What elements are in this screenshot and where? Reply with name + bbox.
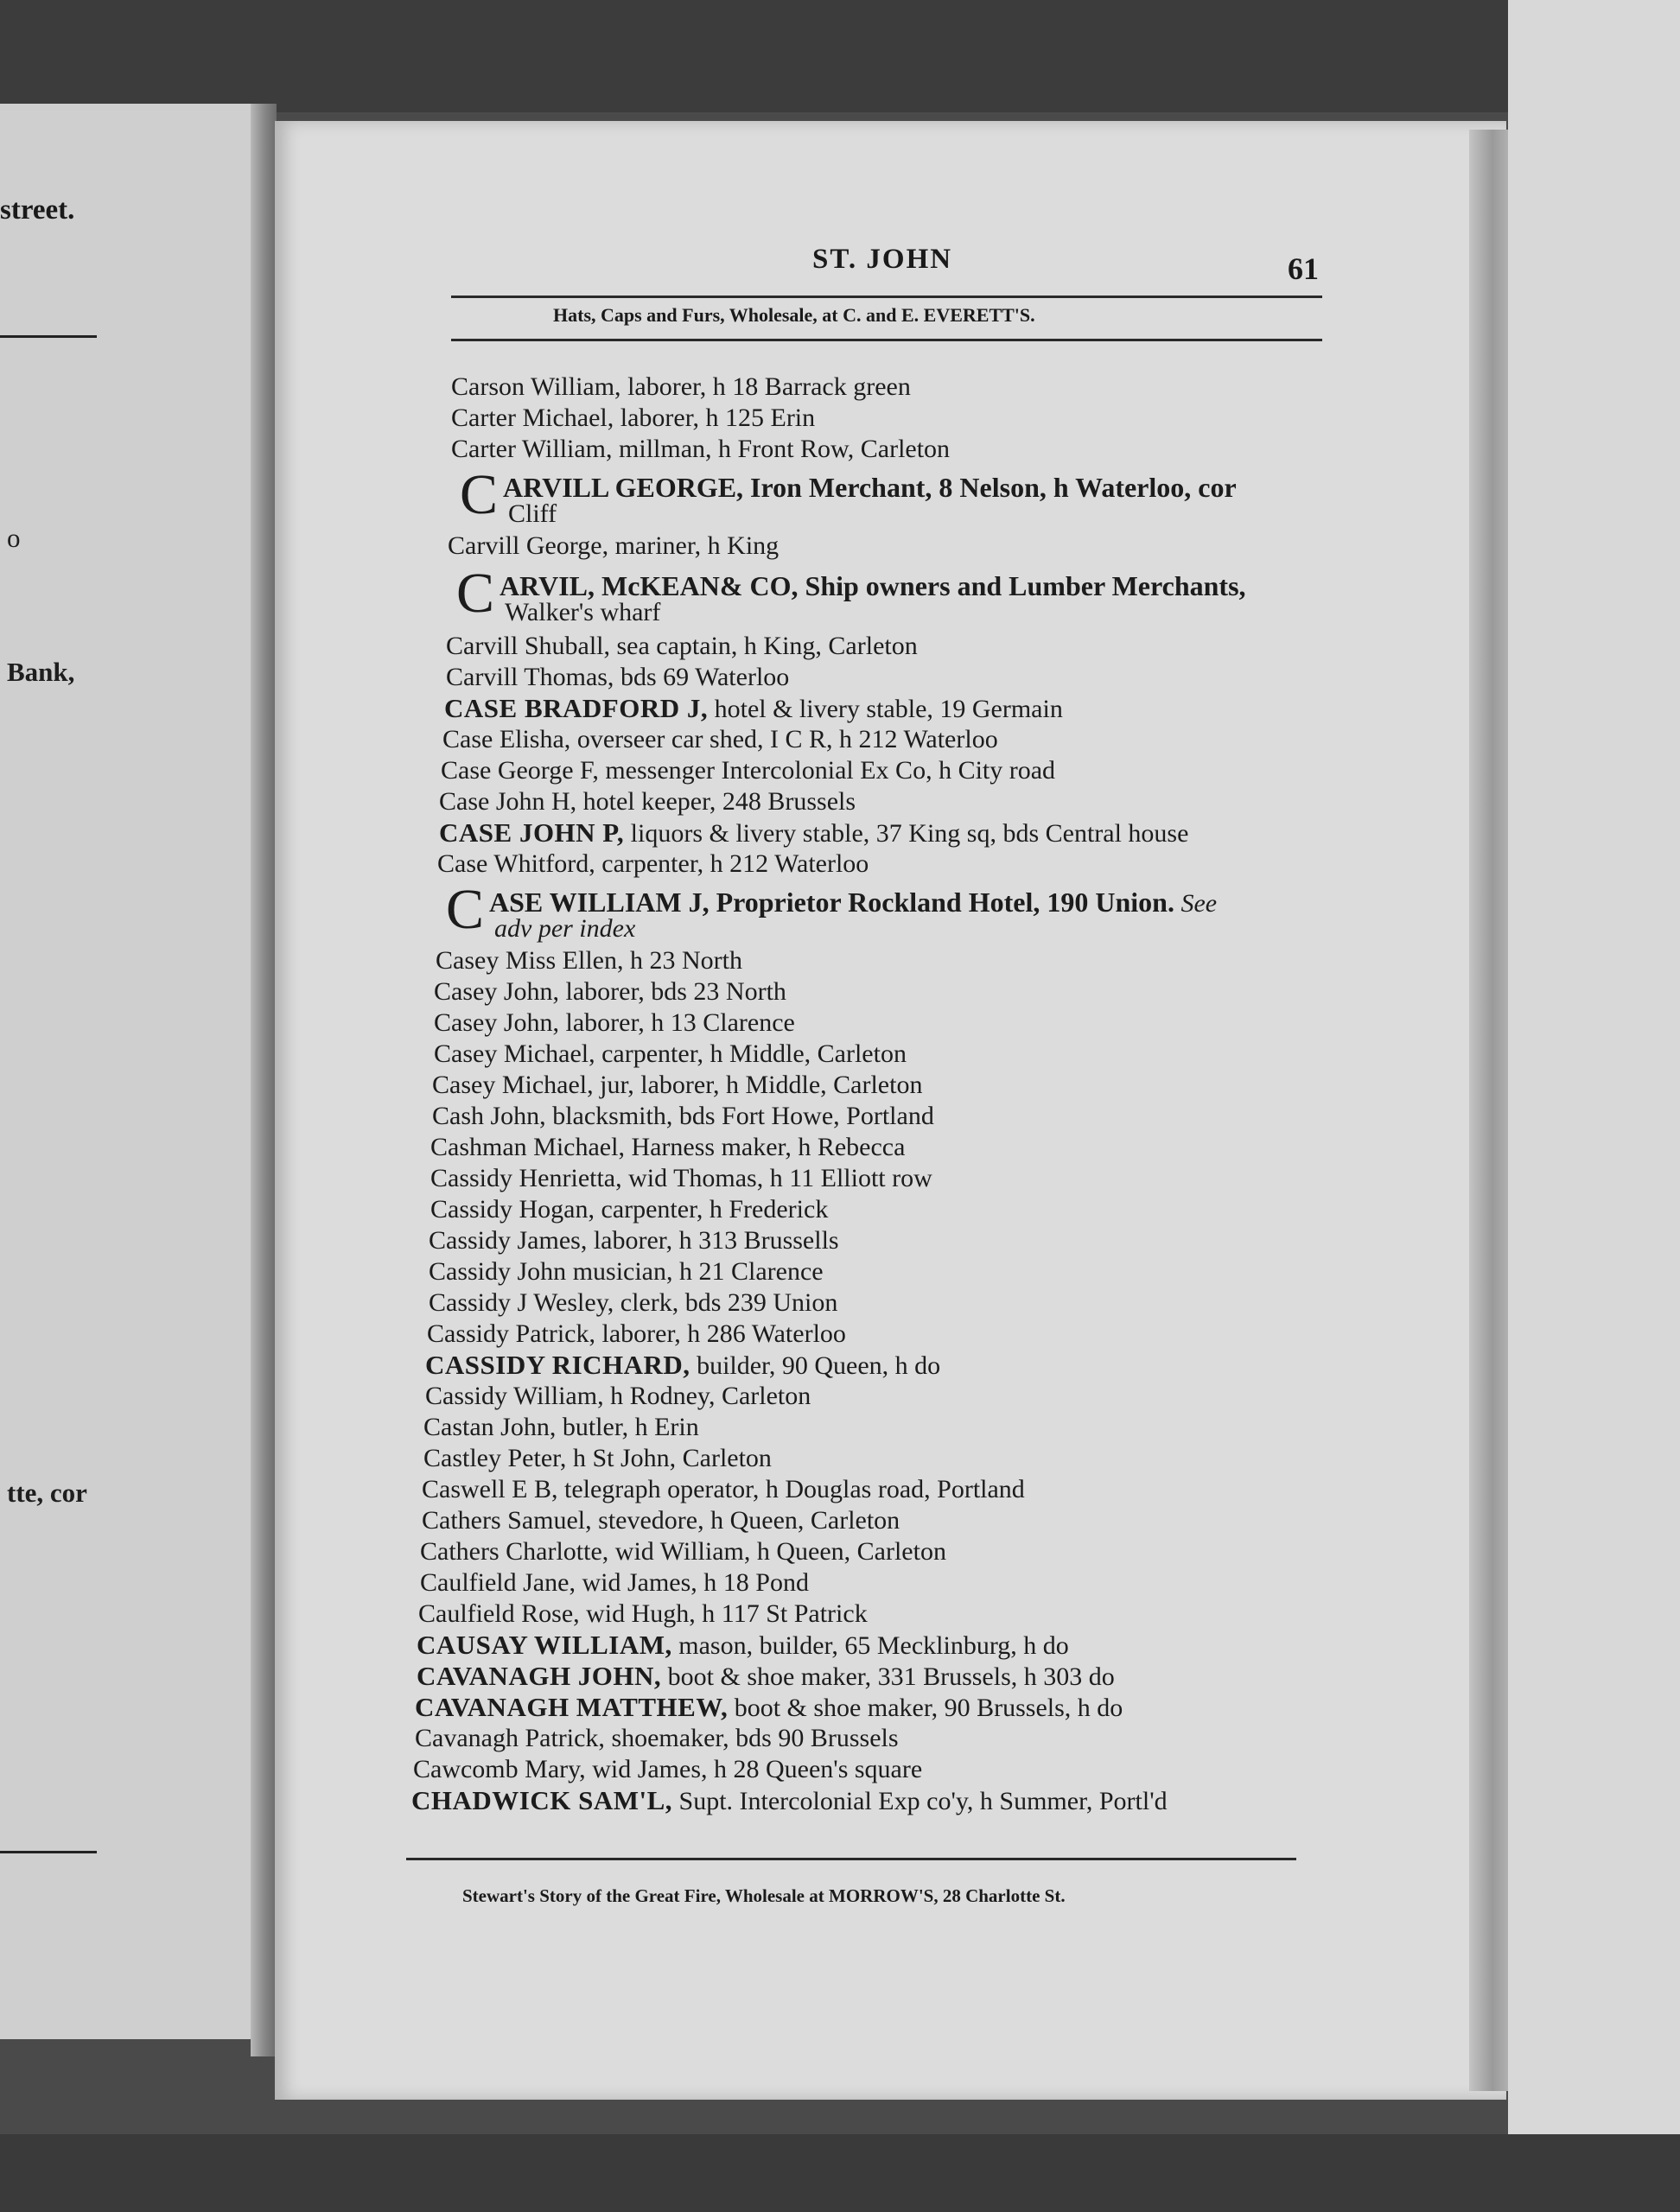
entry-name: CASE BRADFORD J,	[444, 693, 709, 723]
directory-entry	[446, 631, 918, 662]
entry-details: wid James, h 28 Queen's square	[585, 1755, 923, 1783]
entry-details: clerk, bds 239 Union	[614, 1288, 838, 1317]
entry-details: blacksmith, bds Fort Howe, Portland	[545, 1102, 934, 1130]
directory-entry	[430, 1194, 828, 1225]
entry-details: stevedore, h Queen, Carleton	[591, 1506, 900, 1535]
directory-entry	[503, 472, 1237, 505]
directory-entry	[441, 755, 1055, 786]
left-facing-page	[0, 104, 264, 2039]
directory-entry	[417, 1630, 1069, 1662]
entry-details: shoemaker, bds 90 Brussels	[604, 1724, 899, 1752]
entry-details: boot & shoe maker, 90 Brussels, h do	[728, 1694, 1123, 1722]
directory-entry	[434, 1039, 907, 1070]
directory-entry	[451, 403, 815, 434]
entry-details: butler, h Erin	[556, 1413, 699, 1441]
directory-entry	[423, 1412, 699, 1443]
directory-entry	[425, 1350, 940, 1382]
directory-entry	[434, 976, 786, 1007]
entry-details: laborer, h 286 Waterloo	[595, 1319, 846, 1348]
entry-name: Caulfield Rose,	[418, 1599, 580, 1628]
entry-name: CASE JOHN P,	[439, 817, 625, 848]
directory-entry	[437, 849, 869, 880]
entry-name: Caswell E B,	[422, 1475, 558, 1503]
entry-details: wid Thomas, h 11 Elliott row	[621, 1164, 932, 1192]
entry-name: Castan John,	[423, 1413, 557, 1441]
book-spine	[251, 104, 277, 2056]
directory-entry	[420, 1536, 946, 1567]
entry-name: CASSIDY RICHARD,	[425, 1350, 690, 1380]
left-page-rule	[0, 1851, 97, 1853]
directory-entry	[451, 372, 911, 403]
entry-name: Carvill George,	[448, 531, 609, 560]
entry-name: Carvill Shuball,	[446, 632, 610, 660]
entry-name: Case Whitford,	[437, 849, 595, 878]
header-rule	[451, 296, 1322, 298]
entry-details: carpenter, h 212 Waterloo	[595, 849, 869, 878]
entry-name: CHADWICK SAM'L,	[411, 1785, 673, 1815]
directory-entry	[429, 1256, 824, 1287]
entry-name: Cassidy J Wesley,	[429, 1288, 614, 1317]
entry-continuation: adv per index	[494, 914, 636, 943]
entry-name: Cassidy William,	[425, 1382, 604, 1410]
entry-details: h 23 North	[623, 946, 742, 975]
directory-entry	[415, 1723, 899, 1754]
directory-entry	[425, 1381, 811, 1412]
header-rule	[451, 339, 1322, 341]
directory-entry	[423, 1443, 772, 1474]
entry-name: Carson William,	[451, 372, 621, 401]
entry-details: sea captain, h King, Carleton	[610, 632, 918, 660]
entry-details: liquors & livery stable, 37 King sq, bds Central house	[624, 819, 1189, 848]
directory-entry	[434, 1007, 795, 1039]
entry-name: Carter William,	[451, 435, 613, 463]
entry-name: Cavanagh Patrick,	[415, 1724, 605, 1752]
directory-entry	[448, 531, 779, 562]
entry-details: mason, builder, 65 Mecklinburg, h do	[671, 1631, 1069, 1660]
directory-entry	[422, 1474, 1025, 1505]
directory-entry	[415, 1692, 1123, 1724]
left-page-fragment: tte, cor	[7, 1478, 87, 1508]
entry-name: Casey Michael,	[434, 1039, 595, 1068]
entry-details: builder, 90 Queen, h do	[690, 1351, 941, 1380]
entry-details: laborer, h 18 Barrack green	[620, 372, 911, 401]
left-page-fragment: Bank,	[7, 657, 75, 687]
entry-continuation: Walker's wharf	[505, 598, 661, 626]
entry-details: wid William, h Queen, Carleton	[608, 1537, 946, 1566]
entry-details: laborer, h 313 Brussells	[587, 1226, 839, 1255]
directory-entry	[451, 434, 950, 465]
entry-details: Harness maker, h Rebecca	[624, 1133, 906, 1161]
entry-name: ASE WILLIAM J, Proprietor Rockland Hotel,	[489, 887, 1040, 918]
page-number: 61	[1288, 251, 1319, 286]
entry-name: Cathers Charlotte,	[420, 1537, 609, 1566]
entry-name: Casey Michael,	[432, 1071, 594, 1099]
directory-entry	[422, 1505, 900, 1536]
entry-details: wid James, h 18 Pond	[575, 1568, 809, 1597]
directory-entry	[430, 1132, 905, 1163]
entry-name: Case George F,	[441, 756, 599, 785]
entry-name: Case John H,	[439, 787, 577, 816]
left-page-header: street.	[0, 194, 75, 226]
dropcap-initial: C	[446, 878, 485, 941]
directory-entry	[418, 1599, 868, 1630]
top-advert: Hats, Caps and Furs, Wholesale, at C. and E. EVERETT'S.	[553, 304, 1035, 326]
left-page-fragment: o	[7, 523, 21, 553]
directory-entry	[429, 1225, 839, 1256]
directory-entry	[417, 1661, 1115, 1693]
entry-name: Cawcomb Mary,	[413, 1755, 586, 1783]
bottom-advert: Stewart's Story of the Great Fire, Wholesale at MORROW'S, 28 Charlotte St.	[462, 1885, 1066, 1906]
entry-continuation: Cliff	[508, 499, 557, 528]
dropcap-initial: C	[460, 463, 499, 526]
entry-name: Caulfield Jane,	[420, 1568, 576, 1597]
entry-name: Carvill Thomas,	[446, 663, 614, 691]
directory-entry	[432, 1101, 934, 1132]
entry-details: laborer, h 13 Clarence	[559, 1008, 795, 1037]
directory-entry	[427, 1319, 846, 1350]
entry-details: bds 69 Waterloo	[614, 663, 790, 691]
entry-name: Cassidy John	[429, 1257, 567, 1286]
entry-details: Supt. Intercolonial Exp co'y, h Summer, Portl'd	[672, 1787, 1168, 1815]
entry-name: Cashman Michael,	[430, 1133, 625, 1161]
entry-details: hotel & livery stable, 19 Germain	[708, 695, 1063, 723]
entry-details: mariner, h King	[608, 531, 780, 560]
entry-details: 8 Nelson, h Waterloo, cor	[932, 472, 1237, 503]
bottom-background	[0, 2134, 1680, 2212]
directory-entry	[439, 817, 1188, 849]
entry-name: Cassidy Patrick,	[427, 1319, 595, 1348]
entry-name: Carter Michael,	[451, 404, 614, 432]
entry-name: Case Elisha,	[442, 725, 571, 753]
entry-name: Casey John,	[434, 1008, 559, 1037]
entry-see-reference: See	[1174, 889, 1218, 918]
entry-details: telegraph operator, h Douglas road, Portland	[557, 1475, 1025, 1503]
entry-details: laborer, h 125 Erin	[614, 404, 816, 432]
entry-details: overseer car shed, I C R, h 212 Waterloo	[570, 725, 998, 753]
entry-name: CAUSAY WILLIAM,	[417, 1630, 672, 1660]
directory-entry	[430, 1163, 932, 1194]
top-background	[0, 0, 1680, 112]
entry-details: wid Hugh, h 117 St Patrick	[579, 1599, 868, 1628]
entry-name: Cassidy Henrietta,	[430, 1164, 622, 1192]
directory-entry	[413, 1754, 922, 1785]
entry-details: carpenter, h Middle, Carleton	[595, 1039, 907, 1068]
entry-details: h Rodney, Carleton	[603, 1382, 811, 1410]
entry-name: Cassidy Hogan,	[430, 1195, 595, 1224]
entry-details: messenger Intercolonial Ex Co, h City road	[598, 756, 1056, 785]
directory-entry	[442, 724, 998, 755]
entry-name: ARVILL GEORGE, Iron Merchant,	[503, 472, 932, 503]
left-page-rule	[0, 335, 97, 338]
entry-details: laborer, bds 23 North	[559, 977, 786, 1006]
page-edge	[1469, 130, 1508, 2091]
directory-entry	[432, 1070, 922, 1101]
directory-entry	[436, 945, 742, 976]
directory-entry	[444, 693, 1063, 725]
running-head: ST. JOHN	[812, 244, 953, 275]
directory-entry	[420, 1567, 809, 1599]
directory-entry	[429, 1287, 837, 1319]
directory-entry	[439, 786, 856, 817]
entry-name: Casey Miss Ellen,	[436, 946, 624, 975]
entry-name: Cathers Samuel,	[422, 1506, 592, 1535]
entry-details: jur, laborer, h Middle, Carleton	[593, 1071, 923, 1099]
entry-name: CAVANAGH MATTHEW,	[415, 1692, 729, 1722]
entry-name: Casey John,	[434, 977, 559, 1006]
entry-name: ARVIL, McKEAN& CO, Ship owners and Lumber Merchants,	[500, 570, 1246, 601]
entry-details: hotel keeper, 248 Brussels	[576, 787, 856, 816]
entry-details: carpenter, h Frederick	[595, 1195, 829, 1224]
entry-details: millman, h Front Row, Carleton	[612, 435, 951, 463]
entry-details: boot & shoe maker, 331 Brussels, h 303 do	[661, 1662, 1115, 1691]
directory-entry	[446, 662, 789, 693]
entry-name: Cassidy James,	[429, 1226, 588, 1255]
entry-name: Castley Peter,	[423, 1444, 567, 1472]
directory-entry	[411, 1785, 1168, 1817]
entry-details: musician, h 21 Clarence	[566, 1257, 824, 1286]
entry-name: CAVANAGH JOHN,	[417, 1661, 662, 1691]
entry-details: h St John, Carleton	[566, 1444, 772, 1472]
entry-details: 190 Union.	[1040, 887, 1174, 918]
dropcap-initial: C	[456, 562, 495, 625]
entry-name: Cash John,	[432, 1102, 546, 1130]
footer-rule	[406, 1858, 1296, 1860]
right-background	[1508, 0, 1680, 2212]
